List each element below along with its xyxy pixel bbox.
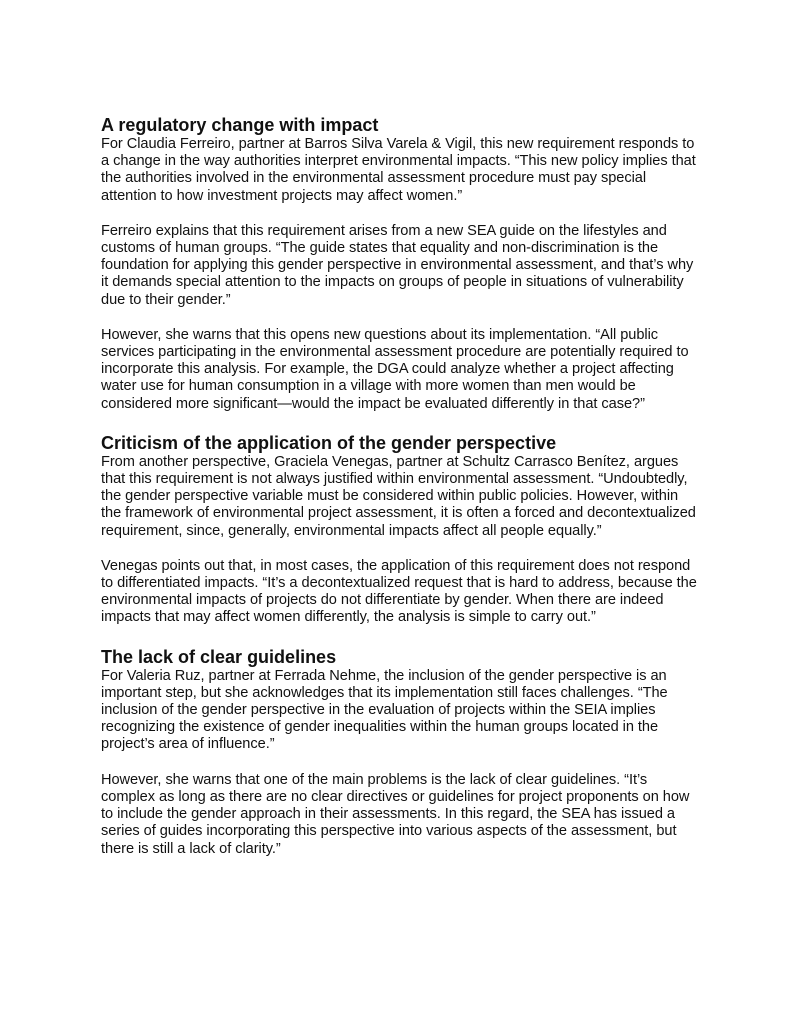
paragraph: However, she warns that this opens new questions about its implementation. “All public services participating in the environmental assessment procedure are potentially required to incorporate this analysis. For example, the DGA could analyze whether a project affecting water use for human consumption in a village with more women than men would be considered more significant—would the impact be evaluated differently in that case?” <box>101 326 689 412</box>
paragraph: However, she warns that one of the main problems is the lack of clear guidelines. “It’s complex as long as there are no clear directives or guidelines for project proponents on how to include the gender approach in their assessments. In this regard, the SEA has issued a series of guides incorporating this perspective into various aspects of the assessment, but there is still a lack of clarity.” <box>101 771 690 857</box>
paragraph: Venegas points out that, in most cases, the application of this requirement does not respond to differentiated impacts. “It’s a decontextualized request that is hard to address, because the environmental impacts of projects do not differentiate by gender. When there are indeed impacts that may affect women differently, the analysis is simple to carry out.” <box>101 557 697 626</box>
section-lack-of-guidelines <box>101 647 701 858</box>
section-heading: A regulatory change with impact <box>101 115 379 135</box>
document-body <box>101 115 701 878</box>
section-heading: The lack of clear guidelines <box>101 646 337 667</box>
paragraph: For Valeria Ruz, partner at Ferrada Nehme, the inclusion of the gender perspective is an important step, but she acknowledges that its implementation still faces challenges. “The inclusion of the gender perspective in the evaluation of projects within the SEIA implies recognizing the existence of gender inequalities within the human groups located in the project’s area of influence.” <box>101 667 668 753</box>
section-criticism <box>101 433 701 627</box>
paragraph: For Claudia Ferreiro, partner at Barros Silva Varela & Vigil, this new requirement responds to a change in the way authorities interpret environmental impacts. “This new policy implies that the authorities involved in the environmental assessment procedure must pay special attention to how investment projects may affect women.” <box>101 136 696 204</box>
section-heading: Criticism of the application of the gender perspective <box>101 432 557 453</box>
paragraph: From another perspective, Graciela Venegas, partner at Schultz Carrasco Benítez, argues that this requirement is not always justified within environmental assessment. “Undoubtedly, the gender perspective variable must be considered within public policies. However, within the framework of environmental project assessment, it is often a forced and decontextualized requirement, since, generally, environmental impacts affect all people equally.” <box>101 453 696 539</box>
paragraph: Ferreiro explains that this requirement arises from a new SEA guide on the lifestyles and customs of human groups. “The guide states that equality and non-discrimination is the foundation for applying this gender perspective in environmental assessment, and that’s why it demands special attention to the impacts on groups of people in situations of vulnerability due to their gender.” <box>101 222 694 308</box>
section-regulatory-change <box>101 115 701 413</box>
